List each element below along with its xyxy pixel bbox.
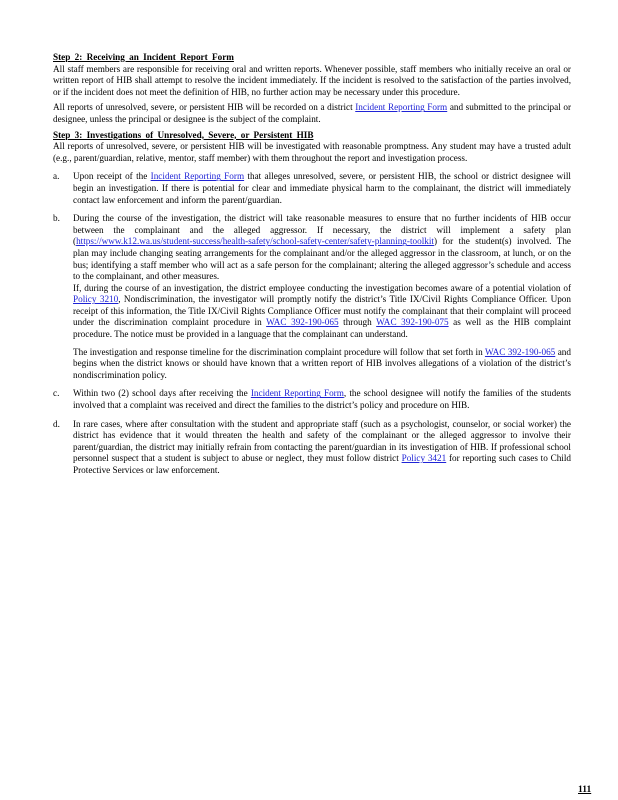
list-marker: d. bbox=[53, 418, 60, 429]
item-b-text-1: During the course of the investigation, the district will take reasonable measures to ensure that no further incidents of HIB occur between the complainant and the alleged aggressor. If necessary, the district will implement a safety plan ( bbox=[73, 213, 571, 247]
item-c-text-2: , the school designee will notify the families of the students involved that a complaint was received and direct the families to the district’s policy and procedure on HIB. bbox=[73, 388, 572, 411]
item-b-text-5: through bbox=[338, 317, 377, 328]
list-item-d bbox=[53, 419, 571, 477]
step2-p2-text-a: All reports of unresolved, severe, or persistent HIB will be recorded on a district bbox=[53, 102, 356, 113]
wac-392-190-075-link[interactable]: WAC 392-190-075 bbox=[376, 317, 449, 328]
list-item-b bbox=[53, 213, 571, 381]
item-a-text-2: that alleges unresolved, severe, or persistent HIB, the school or district designee will begin an investigation. If there is potential for clear and immediate physical harm to the complainant, the district will immediately contact law enforcement and inform the parent/guardian. bbox=[73, 171, 571, 205]
item-b-text-6: as well as the HIB complaint procedure. The notice must be provided in a language that the complainant can understand. bbox=[73, 317, 571, 340]
step2-paragraph-2 bbox=[53, 102, 571, 125]
step2-p2-text-b: and submitted to the principal or designee, unless the principal or designee is the subject of the complaint. bbox=[53, 102, 572, 124]
item-d-text-1: In rare cases, where after consultation with the student and appropriate staff (such as a psychologist, counselor, or social worker) the district has evidence that it would threaten the health and safety of the complainant or the alleged aggressor to involve their parent/guardian, the district may initially refrain from contacting the parent/guardian in its investigation of HIB. If professional school personnel suspect that a student is subject to abuse or neglect, they must follow district bbox=[73, 418, 571, 464]
incident-reporting-form-link[interactable]: Incident Reporting Form bbox=[355, 102, 448, 113]
list-marker: a. bbox=[53, 171, 60, 182]
wac-392-190-065-link[interactable]: WAC 392-190-065 bbox=[266, 317, 339, 328]
wac-392-190-065-link[interactable]: WAC 392-190-065 bbox=[484, 346, 556, 357]
incident-reporting-form-link[interactable]: Incident Reporting Form bbox=[150, 171, 245, 182]
step3-heading: Step 3: Investigations of Unresolved, Severe, or Persistent HIB bbox=[53, 129, 314, 140]
step2-paragraph-1: All staff members are responsible for receiving oral and written reports. Whenever possible, staff members who initially receive an oral or written report of HIB shall attempt to resolve the incident immediately. If the incident is resolved to the satisfaction of the parties involved, or if the incident does not meet the definition of HIB, no further action may be necessary under this procedure. bbox=[53, 63, 571, 97]
step3-list bbox=[53, 171, 571, 476]
item-b-paragraph-1 bbox=[73, 213, 571, 283]
item-d-text-2: for reporting such cases to Child Protective Services or law enforcement. bbox=[73, 453, 571, 475]
step3-intro: All reports of unresolved, severe, or persistent HIB will be investigated with reasonable promptness. Any student may have a trusted adult (e.g., parent/guardian, relative, mentor, staff member) with them throughout the report and investigation process. bbox=[53, 141, 571, 163]
incident-reporting-form-link[interactable]: Incident Reporting Form bbox=[250, 388, 344, 399]
list-item-c bbox=[53, 388, 571, 411]
item-b-paragraph-3 bbox=[73, 347, 571, 382]
page-number: 111 bbox=[578, 785, 592, 795]
list-item-a bbox=[53, 171, 571, 206]
item-b-text-4: , Nondiscrimination, the investigator will promptly notify the district’s Title IX/Civil Rights Compliance Officer. Upon receipt of this information, the Title IX/Civil Rights Compliance Officer must notify the complainant that their complaint will proceed under the discrimination complaint procedure in bbox=[73, 294, 571, 328]
item-b-text-7: The investigation and response timeline for the discrimination complaint procedure will follow that set forth in bbox=[73, 346, 485, 357]
safety-planning-toolkit-link[interactable]: https://www.k12.wa.us/student-success/health-safety/school-safety-center/safety-planning-toolkit bbox=[76, 236, 434, 247]
list-marker: c. bbox=[53, 388, 60, 399]
item-b-text-2: ) for the student(s) involved. The plan may include changing seating arrangements for the complainant and/or the alleged aggressor in the classroom, at lunch, or on the bus; identifying a staff member who will act as a safe person for the complainant; altering the alleged aggressor’s schedule and access to the complainant, and other measures. bbox=[73, 236, 571, 282]
item-b-text-3: If, during the course of an investigation, the district employee conducting the investigation becomes aware of a potential violation of bbox=[73, 282, 571, 293]
item-b-paragraph-2 bbox=[73, 283, 571, 341]
policy-3210-link[interactable]: Policy 3210 bbox=[73, 294, 119, 305]
policy-3421-link[interactable]: Policy 3421 bbox=[401, 453, 447, 464]
item-b-text-8: and begins when the district knows or should have known that a written report of HIB involves allegations of a violation of the district’s nondiscrimination policy. bbox=[73, 346, 571, 380]
item-c-text-1: Within two (2) school days after receiving the bbox=[73, 388, 251, 399]
item-a-text-1: Upon receipt of the bbox=[73, 171, 151, 182]
step2-heading: Step 2: Receiving an Incident Report Form bbox=[53, 52, 234, 62]
list-marker: b. bbox=[53, 213, 60, 224]
document-page bbox=[53, 52, 571, 484]
